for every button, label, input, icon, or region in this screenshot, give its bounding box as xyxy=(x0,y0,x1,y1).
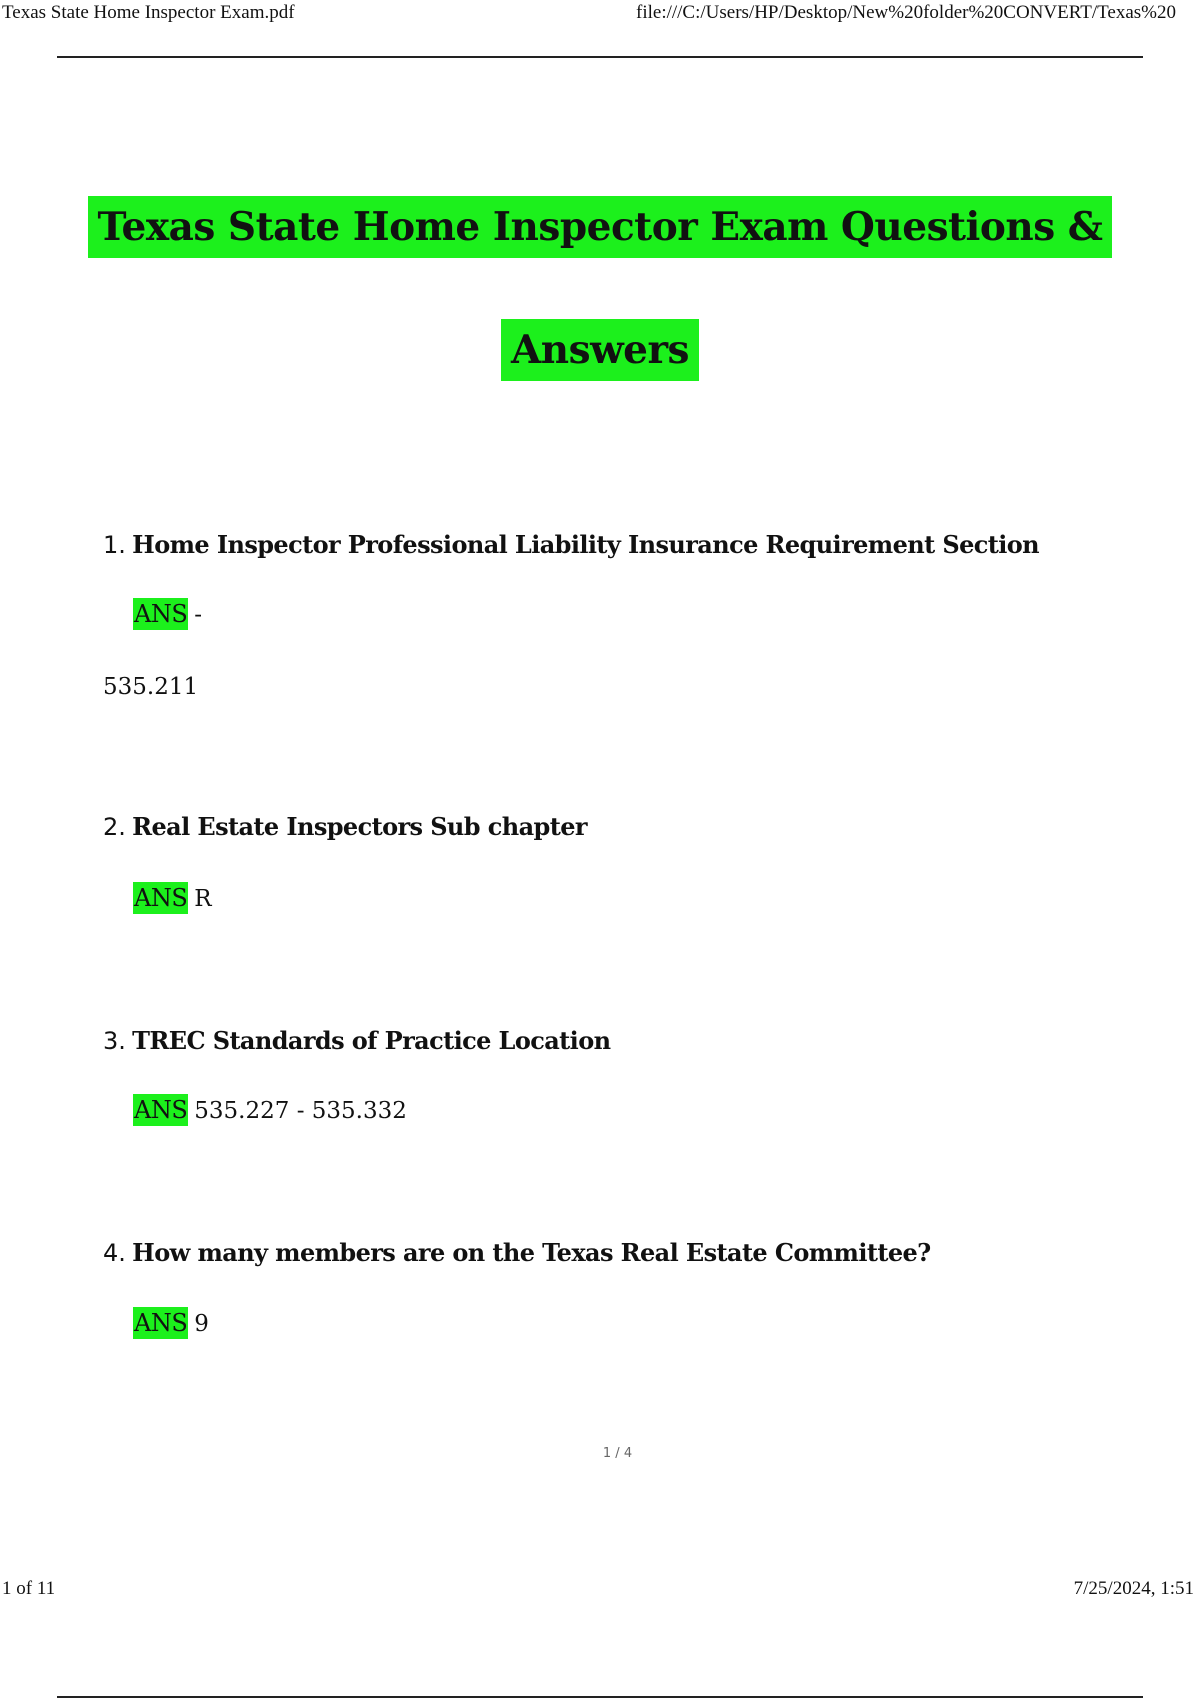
answer-1 xyxy=(133,600,202,628)
question-2 xyxy=(103,812,587,842)
print-header-filename: Texas State Home Inspector Exam.pdf xyxy=(2,2,295,23)
question-text: Home Inspector Professional Liability Insurance Requirement Section xyxy=(132,530,1040,559)
ans-label: ANS xyxy=(134,884,188,912)
header-divider xyxy=(57,56,1143,58)
question-number: 1. xyxy=(103,531,126,559)
ans-label: ANS xyxy=(134,600,188,628)
print-header-url: file:///C:/Users/HP/Desktop/New%20folder%20CONVERT/Texas%20 xyxy=(636,2,1177,23)
ans-label: ANS xyxy=(134,1309,188,1337)
ans-label: ANS xyxy=(134,1096,188,1124)
question-text: Real Estate Inspectors Sub chapter xyxy=(132,812,587,841)
title-highlight-1: Texas State Home Inspector Exam Questions & xyxy=(88,196,1113,258)
question-number: 2. xyxy=(103,813,126,841)
question-number: 3. xyxy=(103,1027,126,1055)
question-3 xyxy=(103,1026,610,1056)
answer-2 xyxy=(133,884,212,912)
answer-4 xyxy=(133,1309,209,1337)
document-title-line-1 xyxy=(0,196,1200,258)
answer-value: - xyxy=(194,602,203,628)
answer-value: 535.227 - 535.332 xyxy=(194,1098,407,1124)
footer-divider xyxy=(57,1696,1143,1698)
question-1 xyxy=(103,530,1039,560)
print-footer-timestamp: 7/25/2024, 1:51 xyxy=(1073,1578,1194,1599)
print-footer-page-count: 1 of 11 xyxy=(2,1578,56,1599)
answer-3 xyxy=(133,1096,407,1124)
page-indicator: 1 / 4 xyxy=(602,1446,633,1461)
question-number: 4. xyxy=(103,1239,126,1267)
answer-value: 9 xyxy=(194,1311,209,1337)
answer-value: R xyxy=(194,886,212,912)
question-text: TREC Standards of Practice Location xyxy=(132,1026,611,1055)
question-4 xyxy=(103,1238,931,1268)
title-highlight-2: Answers xyxy=(501,319,699,381)
answer-1-continued: 535.211 xyxy=(103,674,199,700)
document-title-line-2 xyxy=(0,319,1200,381)
question-text: How many members are on the Texas Real Estate Committee? xyxy=(132,1238,931,1267)
